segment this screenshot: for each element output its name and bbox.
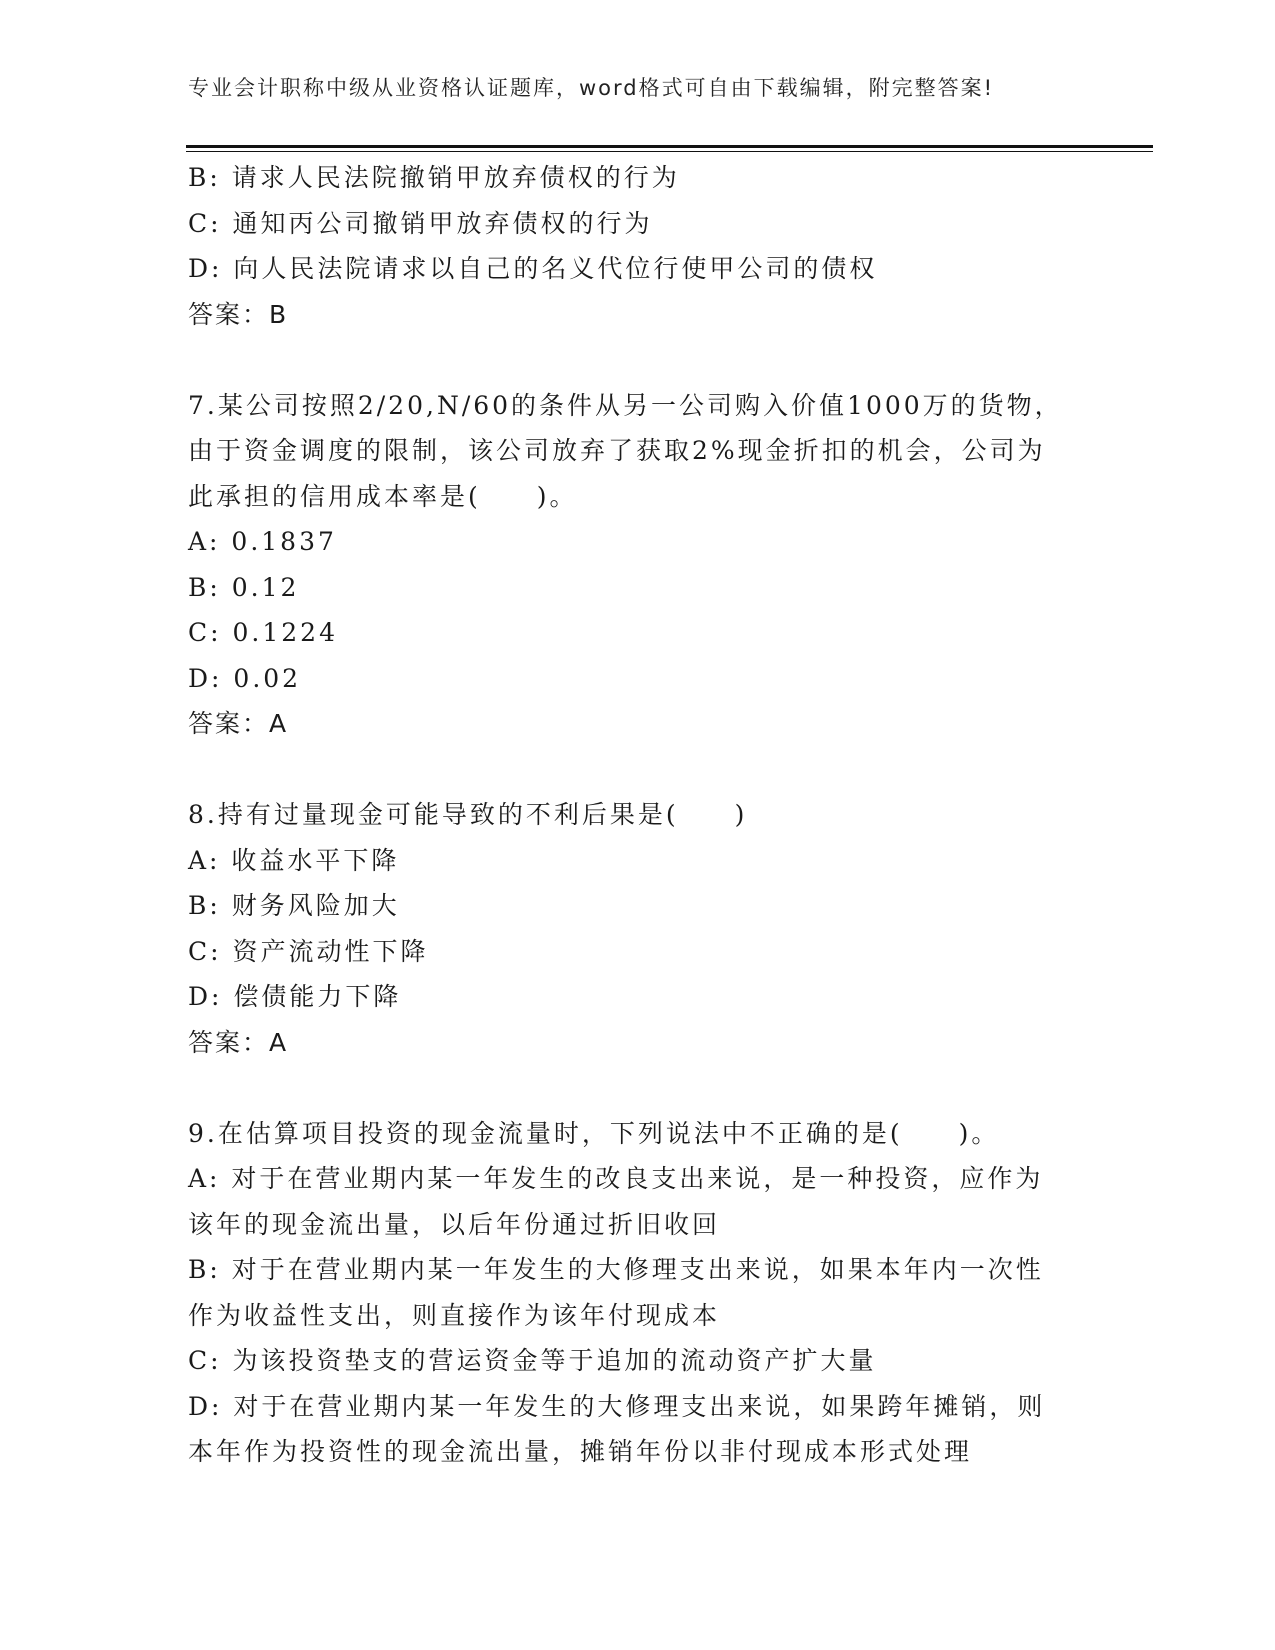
question-7 [188, 383, 1088, 747]
option-a: A: 对于在营业期内某一年发生的改良支出来说，是一种投资，应作为 [188, 1164, 1044, 1193]
option-a-continued: 该年的现金流出量，以后年份通过折旧收回 [188, 1209, 721, 1239]
question-stem-line: 9.在估算项目投资的现金流量时，下列说法中不正确的是( )。 [188, 1118, 1000, 1148]
option-d: D: 向人民法院请求以自己的名义代位行使甲公司的债权 [188, 254, 878, 283]
option-c: C: 资产流动性下降 [188, 936, 429, 966]
option-c: C: 为该投资垫支的营运资金等于追加的流动资产扩大量 [188, 1346, 877, 1375]
answer-label: 答案：A [188, 1027, 289, 1057]
option-b: B: 0.12 [188, 572, 300, 602]
option-d: D: 0.02 [188, 663, 302, 693]
option-c: C: 0.1224 [188, 618, 338, 647]
option-d: D: 偿债能力下降 [188, 982, 402, 1011]
answer-label: 答案：B [188, 299, 289, 329]
question-content [188, 155, 1088, 1475]
question-8 [188, 792, 1088, 1065]
question-stem-line: 由于资金调度的限制，该公司放弃了获取2%现金折扣的机会，公司为 [188, 436, 1046, 465]
option-b: B: 请求人民法院撤销甲放弃债权的行为 [188, 163, 680, 192]
option-b: B: 财务风险加大 [188, 891, 400, 920]
option-b-continued: 作为收益性支出，则直接作为该年付现成本 [188, 1300, 721, 1330]
question-stem-line: 此承担的信用成本率是( )。 [188, 481, 578, 511]
option-a: A: 0.1837 [188, 527, 337, 556]
question-9 [188, 1111, 1088, 1475]
question-stem-line: 8.持有过量现金可能导致的不利后果是( ) [188, 800, 748, 829]
option-a: A: 收益水平下降 [188, 845, 400, 875]
answer-label: 答案：A [188, 709, 289, 738]
option-d: D: 对于在营业期内某一年发生的大修理支出来说，如果跨年摊销，则 [188, 1391, 1046, 1421]
page-header-title: 专业会计职称中级从业资格认证题库，word格式可自由下载编辑，附完整答案! [188, 76, 995, 100]
spacer [188, 747, 1088, 793]
question-stem-line: 7.某公司按照2/20,N/60的条件从另一公司购入价值1000万的货物， [188, 390, 1063, 420]
option-d-continued: 本年作为投资性的现金流出量，摊销年份以非付现成本形式处理 [188, 1437, 973, 1466]
spacer [188, 1065, 1088, 1111]
header-divider-thin [186, 151, 1153, 152]
header-divider [186, 145, 1153, 148]
spacer [188, 337, 1088, 383]
option-b: B: 对于在营业期内某一年发生的大修理支出来说，如果本年内一次性 [188, 1255, 1044, 1284]
option-c: C: 通知丙公司撤销甲放弃债权的行为 [188, 208, 653, 238]
prev-question [188, 155, 1088, 337]
